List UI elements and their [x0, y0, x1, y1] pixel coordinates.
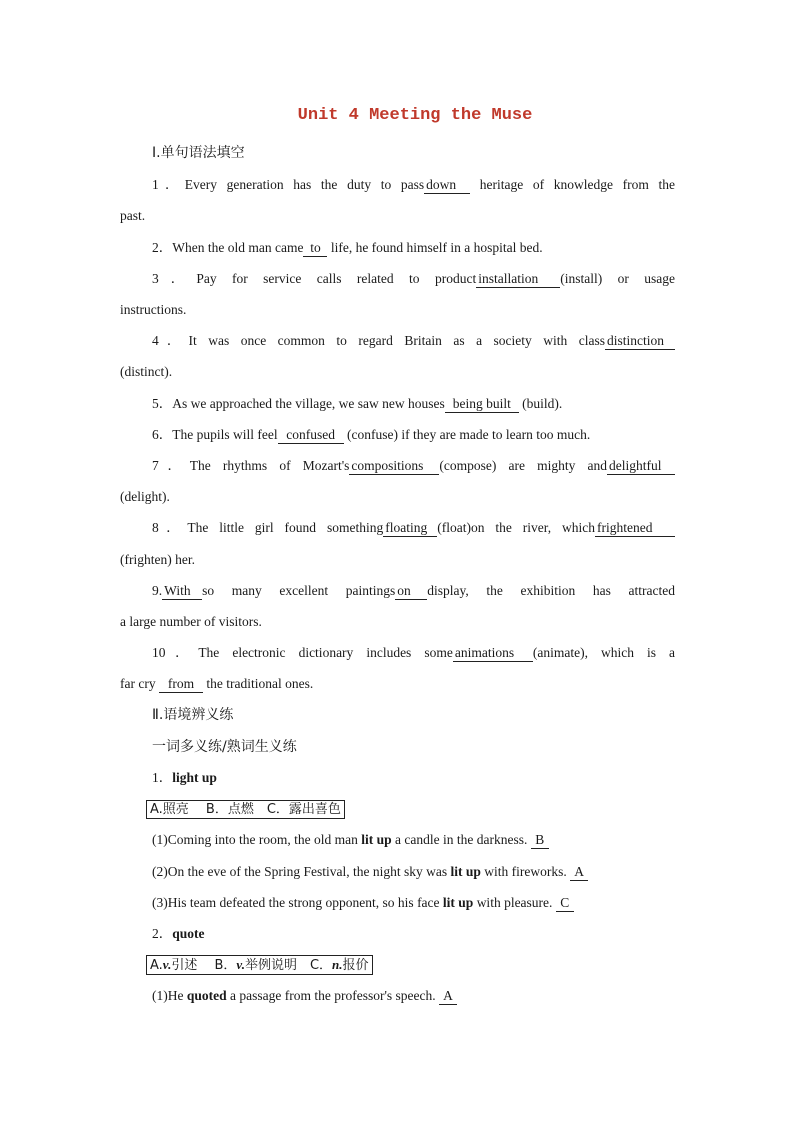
- page-title: Unit 4 Meeting the Muse: [297, 106, 533, 125]
- question-text: As we approached the village, we saw new houses: [172, 396, 445, 411]
- question-6: [152, 425, 675, 445]
- question-10: [152, 643, 675, 663]
- question-3: [152, 269, 675, 289]
- question-text: (float)on the river, which: [437, 520, 595, 535]
- question-text: (build).: [522, 396, 563, 411]
- question-4: [152, 331, 675, 351]
- question-text: Pay for service calls related to product: [196, 271, 477, 286]
- question-text: (install) or usage: [560, 271, 675, 286]
- question-text: The electronic dictionary includes some: [198, 645, 453, 660]
- question-number: 3．: [152, 271, 197, 286]
- answer-blank: delightful: [607, 458, 675, 475]
- word-number: 1．: [152, 770, 173, 785]
- answer-blank: With: [162, 583, 202, 600]
- sentence-text: with pleasure.: [476, 895, 553, 910]
- question-5: [152, 394, 675, 414]
- part-of-speech: n.: [332, 957, 343, 972]
- answer-blank: on: [395, 583, 427, 600]
- answer-blank: from: [159, 676, 203, 693]
- sentence-text: a candle in the darkness.: [395, 832, 528, 847]
- question-number: 8．: [152, 520, 188, 535]
- question-number: 1．: [152, 177, 185, 192]
- options-text: [146, 955, 373, 975]
- question-8: [152, 518, 675, 538]
- keyword: quoted: [186, 988, 227, 1003]
- sentence-text: with fireworks.: [484, 864, 567, 879]
- question-text: (confuse) if they are made to learn too much.: [346, 427, 591, 442]
- answer-blank: B: [531, 832, 549, 849]
- question-number: 7．: [152, 458, 190, 473]
- part-of-speech: v.: [162, 957, 172, 972]
- question-number: 5．: [152, 396, 173, 411]
- question-text: life, he found himself in a hospital bed.: [330, 240, 543, 255]
- section-subheading: 一词多义练/熟词生义练: [152, 739, 297, 755]
- keyword: lit up: [361, 832, 392, 847]
- sentence-1-1: [152, 830, 675, 850]
- section-heading-1: Ⅰ.单句语法填空: [152, 145, 245, 161]
- question-text: the traditional ones.: [206, 676, 314, 691]
- word-title: light up: [172, 770, 217, 785]
- part-of-speech: v.: [236, 957, 245, 972]
- answer-blank: down: [424, 177, 470, 194]
- question-8-cont: (frighten) her.: [120, 552, 195, 567]
- option-text: 举例说明 C．: [244, 958, 333, 973]
- answer-blank: frightened: [595, 520, 675, 537]
- question-number: 6．: [152, 427, 173, 442]
- answer-blank: confused: [278, 427, 344, 444]
- question-2: [152, 238, 675, 258]
- question-3-cont: instructions.: [120, 302, 187, 317]
- answer-blank: installation: [476, 271, 560, 288]
- sentence-2-1: [152, 986, 675, 1006]
- question-text: (compose) are mighty and: [439, 458, 608, 473]
- sentence-1-3: [152, 893, 675, 913]
- question-9-cont: a large number of visitors.: [120, 614, 262, 629]
- options-box-2: [146, 955, 373, 975]
- question-number: 2．: [152, 240, 173, 255]
- question-text: (animate), which is a: [532, 645, 676, 660]
- answer-blank: being built: [445, 396, 519, 413]
- question-number: 4．: [152, 333, 189, 348]
- option-text: 引述 B．: [171, 958, 237, 973]
- question-text: heritage of knowledge from the: [479, 177, 676, 192]
- option-letter: A.: [150, 958, 163, 973]
- section-heading-2: Ⅱ.语境辨义练: [152, 707, 234, 723]
- answer-blank: to: [303, 240, 327, 257]
- option-text: 报价: [342, 958, 369, 973]
- question-text: display, the exhibition has attracted: [427, 583, 675, 598]
- word-heading-2: [152, 924, 675, 944]
- question-1-cont: past.: [120, 208, 146, 223]
- question-text: It was once common to regard Britain as a society with class: [188, 333, 605, 348]
- options-text: A.照亮 B．点燃 C．露出喜色: [146, 800, 345, 819]
- question-text: Every generation has the duty to pass: [184, 177, 425, 192]
- keyword: lit up: [450, 864, 481, 879]
- question-4-cont: (distinct).: [120, 364, 173, 379]
- answer-blank: floating: [383, 520, 437, 537]
- sentence-text: (2)On the eve of the Spring Festival, the night sky was: [152, 864, 448, 879]
- question-7: [152, 456, 675, 476]
- question-text: The little girl found something: [187, 520, 384, 535]
- keyword: lit up: [442, 895, 474, 910]
- question-text: The pupils will feel: [172, 427, 278, 442]
- answer-blank: compositions: [349, 458, 439, 475]
- question-text: When the old man came: [172, 240, 304, 255]
- question-number: 10．: [152, 645, 199, 660]
- answer-blank: distinction: [605, 333, 675, 350]
- sentence-1-2: [152, 862, 675, 882]
- question-9: [152, 581, 675, 601]
- question-1: [152, 175, 675, 195]
- word-number: 2．: [152, 926, 173, 941]
- answer-blank: A: [570, 864, 588, 881]
- sentence-text: (1)Coming into the room, the old man: [152, 832, 358, 847]
- question-number: 9.: [152, 583, 163, 598]
- answer-blank: A: [439, 988, 457, 1005]
- question-text: The rhythms of Mozart's: [189, 458, 350, 473]
- word-title: quote: [172, 926, 205, 941]
- word-heading-1: [152, 768, 675, 788]
- answer-blank: C: [556, 895, 574, 912]
- question-text: so many excellent paintings: [202, 583, 396, 598]
- question-10-cont: [120, 674, 675, 694]
- question-7-cont: (delight).: [120, 489, 170, 504]
- sentence-text: (1)He: [152, 988, 184, 1003]
- answer-blank: animations: [453, 645, 533, 662]
- question-text: far cry: [120, 676, 156, 691]
- sentence-text: (3)His team defeated the strong opponent, so his face: [152, 895, 440, 910]
- sentence-text: a passage from the professor's speech.: [230, 988, 436, 1003]
- options-box-1: [146, 799, 345, 819]
